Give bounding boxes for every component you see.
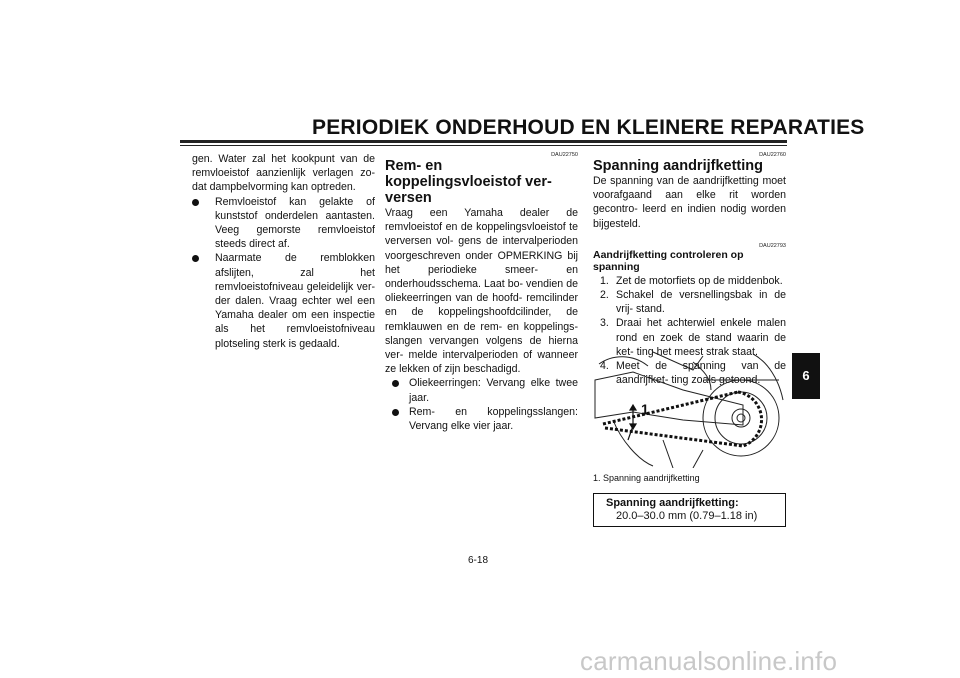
list-item-text: Remvloeistof kan gelakte of kunststof onderdelen aantasten. Veeg gemorste remvloeistof steeds direct af. xyxy=(215,195,375,251)
step-item xyxy=(593,274,786,288)
heading-line: Rem- en koppelingsvloeistof ver- xyxy=(385,158,552,190)
section-code: DAU22760 xyxy=(759,152,786,158)
section-code: DAU22793 xyxy=(759,242,786,249)
list-item-text: Oliekeerringen: Vervang elke twee jaar. xyxy=(409,377,578,404)
section-code: DAU22750 xyxy=(551,152,578,158)
bullet-icon xyxy=(392,380,399,387)
column-left xyxy=(192,152,375,351)
step-text: Zet de motorfiets op de middenbok. xyxy=(616,274,783,287)
step-number: 3. xyxy=(600,317,609,330)
figure-callout: 1 xyxy=(641,401,649,417)
list-item xyxy=(192,251,375,350)
section-heading xyxy=(385,158,578,206)
spec-title: Spanning aandrijfketting: xyxy=(606,497,739,509)
section-heading: Spanning aandrijfketting xyxy=(593,158,763,174)
page-number: 6-18 xyxy=(468,555,489,566)
subsection-heading: Aandrijfketting controleren op spanning xyxy=(593,248,744,273)
paragraph: De spanning van de aandrijfketting moet voorafgaand aan elke rit worden gecontro- leerd en indien nodig worden bijgesteld. xyxy=(593,175,786,230)
figure-caption: 1. Spanning aandrijfketting xyxy=(593,473,700,483)
header-rule-thin xyxy=(180,145,787,146)
column-middle xyxy=(385,152,578,433)
paragraph: Vraag een Yamaha dealer de remvloeistof en de koppelingsvloeistof te verversen vol- gens de intervalperioden voorgeschreven onder OPMERKING bij het periodieke smeer- en onderhoudsschema. Laat bo- vendien de oliekeerringen van de hoofd- remcilinder en de koppelingshoofdcilinder, de remklauwen en de rem- en koppelings- slangen vervangen volgens de hierna ver- melde intervalperioden of wanneer ze lekken of zijn beschadigd. xyxy=(385,207,578,376)
step-text: Schakel de versnellingsbak in de vrij- stand. xyxy=(616,289,786,316)
bullet-icon xyxy=(392,409,399,416)
step-number: 4. xyxy=(600,360,609,373)
paragraph: gen. Water zal het kookpunt van de remvloeistof aanzienlijk verlagen zo- dat dampbelvorming kan optreden. xyxy=(192,153,375,194)
list-item xyxy=(385,405,578,433)
bullet-icon xyxy=(192,199,199,206)
heading-line: versen xyxy=(385,190,432,206)
step-number: 2. xyxy=(600,289,609,302)
step-text: Meet de spanning van de aandrijfket- ting zoals getoond. xyxy=(616,360,786,387)
list-item xyxy=(385,376,578,404)
spec-value: 20.0–30.0 mm (0.79–1.18 in) xyxy=(616,510,758,522)
page-header: PERIODIEK ONDERHOUD EN KLEINERE REPARATIES xyxy=(312,116,865,139)
chain-drawing xyxy=(593,350,786,468)
list-item xyxy=(192,195,375,252)
spec-box xyxy=(593,493,786,527)
step-item xyxy=(593,288,786,316)
list-item-text: Rem- en koppelingsslangen: Vervang elke vier jaar. xyxy=(409,405,578,433)
step-text: Draai het achterwiel enkele malen rond en zoek de stand waarin de ket- ting het meest strak staat. xyxy=(616,317,786,358)
bullet-icon xyxy=(192,255,199,262)
step-number: 1. xyxy=(600,274,609,287)
watermark: carmanualsonline.info xyxy=(580,646,838,676)
header-rule xyxy=(180,140,787,143)
list-item-text: Naarmate de remblokken afslijten, zal het remvloeistofniveau geleidelijk ver- der dalen. Vraag echter wel een Yamaha dealer om een inspectie als het remvloeistofniveau plotseling sterk is gedaald. xyxy=(215,252,375,350)
chain-illustration xyxy=(593,350,786,468)
chapter-tab: 6 xyxy=(792,353,820,399)
